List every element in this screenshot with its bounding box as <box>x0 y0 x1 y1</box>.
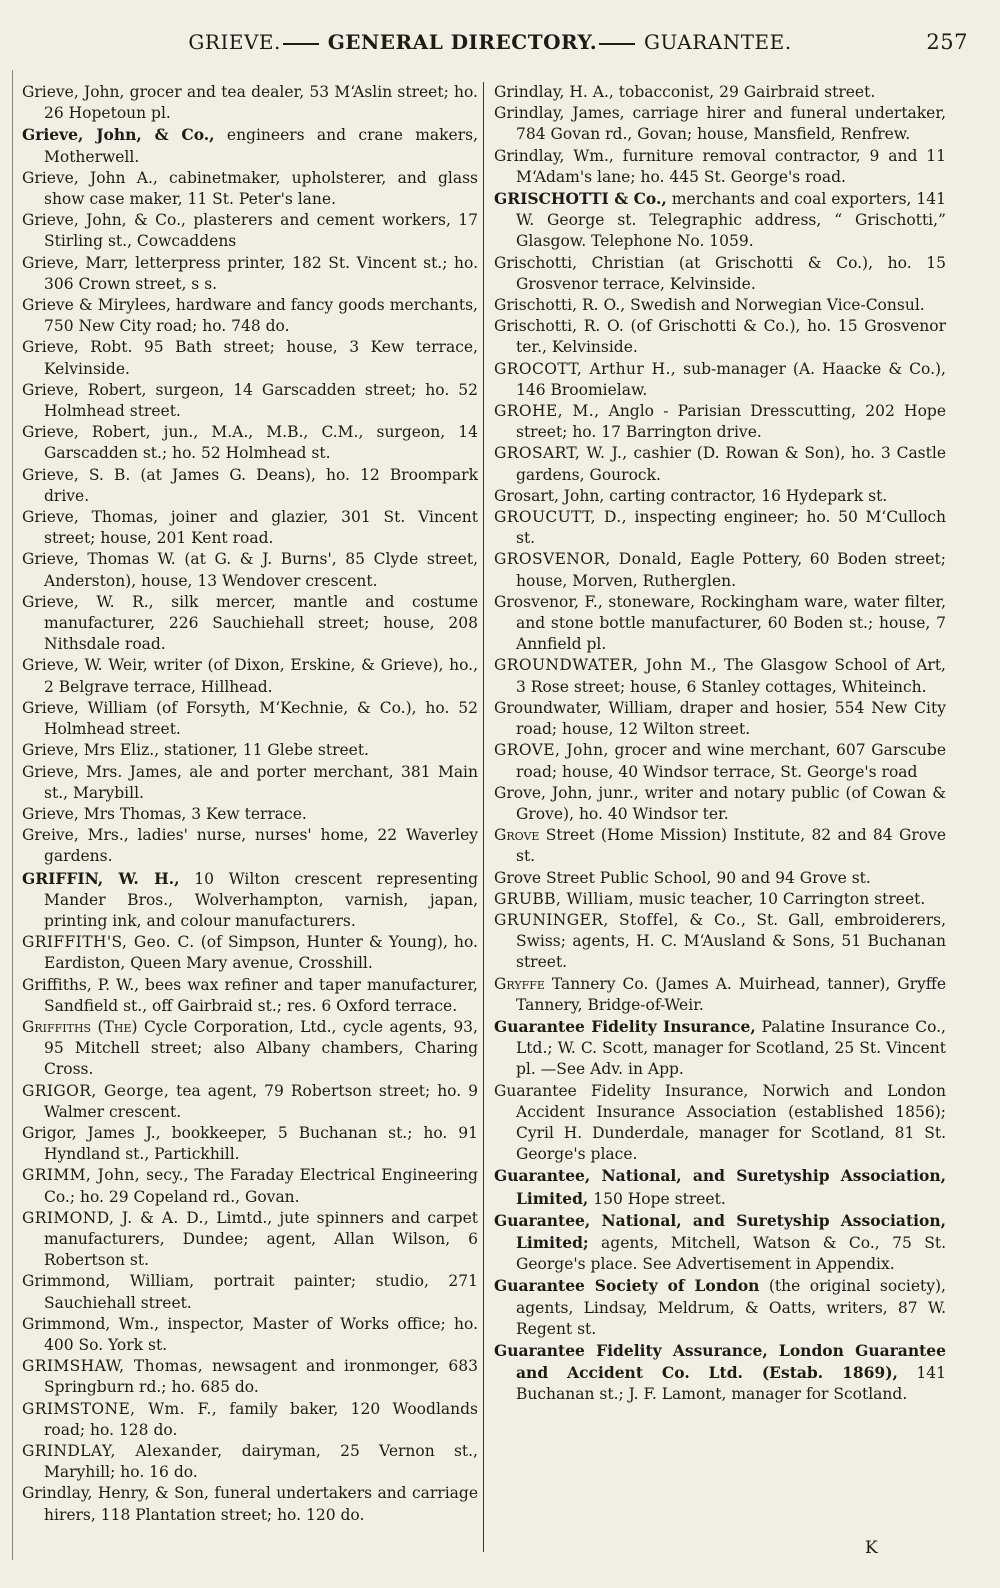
entry-name: GRIMM, John, <box>22 1166 141 1185</box>
entry-name: Grieve, John, & Co., <box>22 211 186 230</box>
right-column <box>494 82 946 1406</box>
directory-entry <box>494 443 946 485</box>
entry-details: cabinetmaker, upholsterer, and glass show case maker, 11 St. Peter's lane. <box>44 168 478 209</box>
entry-name: Grimmond, Wm., <box>22 1314 160 1333</box>
directory-entry <box>494 974 946 1016</box>
entry-details: 10 Wilton crescent representing Mander Bros., Wolverhampton, varnish, japan, printing ink, and colour manufacturers. <box>44 869 478 930</box>
entry-details: (at G. & J. Burns', 85 Clyde street, Anderston), house, 13 Wendover crescent. <box>44 550 478 590</box>
directory-entry <box>494 698 946 740</box>
entry-details: 3 Kew terrace. <box>186 804 307 823</box>
header-right-word: GUARANTEE. <box>644 30 792 54</box>
entry-name: Grieve, W. R., <box>22 592 154 611</box>
running-header <box>20 30 968 66</box>
entry-details: ladies' nurse, nurses' home, 22 Waverley gardens. <box>44 826 478 866</box>
entry-details: (of Grischotti & Co.), ho. 15 Grosvenor ter., Kelvinside. <box>516 317 946 357</box>
binding-margin-line <box>12 70 13 1560</box>
directory-entry <box>22 1081 478 1123</box>
entry-name: Grischotti, R. O., <box>494 296 626 315</box>
entry-details: ale and porter merchant, 381 Main st., Marybill. <box>44 762 479 802</box>
entry-name: GROHE, M., <box>494 402 600 421</box>
entry-name: Guarantee Society of London <box>494 1276 760 1296</box>
entry-name: Grimmond, William, <box>22 1272 195 1291</box>
directory-entry <box>22 698 478 740</box>
entry-name: Grove <box>494 826 540 845</box>
entry-details: inspector, Master of Works office; ho. 400 So. York st. <box>44 1314 479 1354</box>
entry-name: GROUCUTT, D., <box>494 508 627 527</box>
directory-entry <box>494 253 946 295</box>
entry-details: dairyman, 25 Vernon st., Maryhill; ho. 16 do. <box>44 1442 478 1482</box>
entry-name: Grieve, Marr, <box>22 253 129 272</box>
entry-details: portrait painter; studio, 271 Sauchiehall street. <box>44 1272 478 1312</box>
entry-details: merchants and coal exporters, 141 W. George st. Telegraphic address, “ Grischotti,” Glasgow. Telephone No. 1059. <box>516 190 946 251</box>
entry-name: GROCOTT, Arthur H., <box>494 359 677 378</box>
directory-entry <box>494 910 946 974</box>
directory-entry <box>494 401 946 443</box>
header-dash <box>283 43 319 45</box>
directory-entry <box>22 507 478 549</box>
entry-name: Grieve, John A., <box>22 168 158 187</box>
entry-name: GRIMSHAW, Thomas, <box>22 1357 204 1376</box>
entry-details: plasterers and cement workers, 17 Stirling st., Cowcaddens <box>44 211 478 251</box>
entry-details: tobacconist, 29 Gairbraid street. <box>613 83 876 101</box>
directory-entry <box>494 825 946 867</box>
directory-entry <box>494 549 946 591</box>
entry-details: The Glasgow School of Art, 3 Rose street; house, 6 Stanley cottages, Whiteinch. <box>516 656 946 696</box>
directory-entry <box>494 1016 946 1081</box>
directory-entry <box>22 1165 478 1207</box>
directory-entry <box>494 507 946 549</box>
directory-entry <box>494 359 946 401</box>
directory-entry <box>494 103 946 145</box>
entry-details: agents, Mitchell, Watson & Co., 75 St. George's place. See Advertisement in Appendix. <box>516 1233 946 1274</box>
entry-name: Guarantee Fidelity Assurance, London Guarantee and Accident Co. Ltd. (Estab. 1869), <box>494 1340 946 1383</box>
directory-entry <box>494 82 946 103</box>
directory-entry <box>22 253 478 295</box>
directory-entry <box>494 316 946 358</box>
signature-mark: K <box>865 1538 878 1558</box>
entry-name: GRUBB, William, <box>494 889 635 908</box>
directory-entry <box>494 783 946 825</box>
directory-entry <box>22 1017 478 1081</box>
directory-entry <box>22 1271 478 1313</box>
entry-details: 150 Hope street. <box>588 1189 726 1208</box>
entry-details: hardware and fancy goods merchants, 750 New City road; ho. 748 do. <box>44 296 478 336</box>
directory-entry <box>22 380 478 422</box>
entry-name: Grischotti, Christian <box>494 253 665 272</box>
entry-name: GRUNINGER, Stoffel, & Co., <box>494 910 747 929</box>
entry-details: bookkeeper, 5 Buchanan st.; ho. 91 Hyndland st., Partickhill. <box>44 1123 478 1164</box>
entry-name: Grigor, James J., <box>22 1123 161 1142</box>
directory-entry <box>494 655 946 697</box>
entry-details: Anglo - Parisian Dresscutting, 202 Hope street; ho. 17 Barrington drive. <box>516 402 946 442</box>
entry-details: Eagle Pottery, 60 Boden street; house, Morven, Rutherglen. <box>516 550 947 590</box>
entry-name: GROUNDWATER, John M., <box>494 656 718 675</box>
entry-details: M.A., M.B., C.M., surgeon, 14 Garscadden st.; ho. 52 Holmhead st. <box>44 423 479 463</box>
entry-name: Gryffe <box>494 974 545 993</box>
entry-name: GRIMSTONE, Wm. F., <box>22 1399 218 1418</box>
directory-entry <box>494 295 946 316</box>
directory-entry <box>22 932 478 974</box>
entry-name: Grove Street Public School, <box>494 868 712 887</box>
entry-name: Groundwater, William, <box>494 698 673 717</box>
left-column <box>22 82 478 1526</box>
directory-entry <box>494 740 946 782</box>
entry-name: Grieve, Mrs Thomas, <box>22 804 187 823</box>
entry-details: writer and notary public (of Cowan & Grove), ho. 40 Windsor ter. <box>516 783 946 823</box>
entry-name: Grosart, John, <box>494 486 605 505</box>
directory-entry <box>494 1275 946 1340</box>
entry-details: Swedish and Norwegian Vice-Consul. <box>625 296 925 315</box>
entry-details: grocer and tea dealer, 53 M‘Aslin street; ho. 26 Hopetoun pl. <box>44 83 478 123</box>
directory-entry <box>494 889 946 910</box>
entry-details: sub-manager (A. Haacke & Co.), 146 Broomielaw. <box>516 359 946 399</box>
entry-name: Grieve, Mrs Eliz., <box>22 741 160 760</box>
entry-name: Grieve, Robt. <box>22 338 133 357</box>
entry-name: Grindlay, Wm., <box>494 146 614 165</box>
directory-entry <box>22 168 478 210</box>
entry-details: draper and hosier, 554 New City road; house, 12 Wilton street. <box>516 698 946 739</box>
directory-entry <box>22 825 478 867</box>
entry-name: Grieve, Thomas W. <box>22 550 176 569</box>
entry-name: GROVE, John, <box>494 741 609 760</box>
entry-details: inspecting engineer; ho. 50 M‘Culloch st. <box>516 508 946 548</box>
entry-name: Guarantee, National, and Suretyship Association, Limited, <box>494 1166 946 1208</box>
directory-entry <box>494 1165 946 1209</box>
directory-entry <box>494 146 946 188</box>
entry-name: Griffiths, P. W., <box>22 975 140 994</box>
directory-entry <box>22 655 478 697</box>
directory-entry <box>22 465 478 507</box>
entry-details: silk mercer, mantle and costume manufacturer, 226 Sauchiehall street; house, 208 Nithsdale road. <box>44 592 478 654</box>
entry-name: GRIFFITH'S, Geo. C. <box>22 933 195 952</box>
directory-entry <box>22 740 478 761</box>
directory-entry <box>22 1123 478 1165</box>
entry-details: letterpress printer, 182 St. Vincent st.; ho. 306 Crown street, s s. <box>44 253 478 293</box>
directory-entry <box>22 1483 478 1525</box>
entry-name: GRISCHOTTI & Co., <box>494 189 667 209</box>
entry-name: Guarantee Fidelity Insurance, <box>494 1016 756 1036</box>
entry-details: (at Grischotti & Co.), ho. 15 Grosvenor terrace, Kelvinside. <box>516 253 946 293</box>
entry-details: Tannery Co. (James A. Muirhead, tanner), Gryffe Tannery, Bridge-of-Weir. <box>516 974 946 1014</box>
entry-name: Griffiths (The) <box>22 1017 138 1036</box>
entry-name: Guarantee, National, and Suretyship Association, Limited; <box>494 1210 946 1252</box>
directory-entry <box>22 975 478 1017</box>
entry-details: Street (Home Mission) Institute, 82 and 84 Grove st. <box>516 826 946 866</box>
directory-entry <box>22 337 478 379</box>
directory-entry <box>22 422 478 464</box>
directory-entry <box>494 486 946 507</box>
entry-details: secy., The Faraday Electrical Engineering Co.; ho. 29 Copeland rd., Govan. <box>44 1166 478 1206</box>
entry-details: newsagent and ironmonger, 683 Springburn rd.; ho. 685 do. <box>44 1357 478 1397</box>
entry-name: Grieve, John, & Co., <box>22 125 215 145</box>
entry-name: Grieve, S. B. <box>22 465 131 484</box>
header-dash <box>599 43 635 45</box>
entry-details: carriage hirer and funeral undertaker, 784 Govan rd., Govan; house, Mansfield, Renfrew. <box>516 104 946 144</box>
entry-name: Grieve, Robert, jun., <box>22 423 199 442</box>
entry-details: joiner and glazier, 301 St. Vincent street; house, 201 Kent road. <box>44 508 479 548</box>
entry-name: Grindlay, H. A., <box>494 83 614 101</box>
directory-entry <box>22 868 478 933</box>
entry-name: Guarantee Fidelity Insurance, <box>494 1081 749 1100</box>
entry-name: Grieve, Mrs. James, <box>22 762 182 781</box>
directory-entry <box>22 1356 478 1398</box>
directory-entry <box>22 762 478 804</box>
entry-details: Cycle Corporation, Ltd., cycle agents, 93, 95 Mitchell street; also Albany chambers, Charing Cross. <box>44 1017 478 1079</box>
directory-entry <box>494 868 946 889</box>
entry-details: 95 Bath street; house, 3 Kew terrace, Kelvinside. <box>44 338 478 378</box>
entry-details: family baker, 120 Woodlands road; ho. 128 do. <box>44 1399 478 1439</box>
directory-entry <box>22 295 478 337</box>
directory-entry <box>494 1210 946 1276</box>
entry-details: music teacher, 10 Carrington street. <box>634 889 926 908</box>
entry-name: Grindlay, James, <box>494 104 625 123</box>
entry-name: Grischotti, R. O. <box>494 317 624 336</box>
entry-name: Greive, Mrs., <box>22 826 129 845</box>
entry-name: Grindlay, Henry, & Son, <box>22 1484 209 1503</box>
directory-entry <box>22 210 478 252</box>
entry-name: GRIGOR, George, <box>22 1081 170 1100</box>
entry-details: St. Gall, embroiderers, Swiss; agents, H. C. M‘Ausland & Sons, 51 Buchanan street. <box>516 910 947 972</box>
entry-details: (at James G. Deans), ho. 12 Broompark drive. <box>44 465 478 505</box>
column-divider <box>483 82 484 1552</box>
entry-name: Grieve, William <box>22 698 148 717</box>
entry-name: Grieve, W. Weir, <box>22 656 148 675</box>
entry-name: Grieve, John, <box>22 83 125 101</box>
entry-details: tea agent, 79 Robertson street; ho. 9 Walmer crescent. <box>44 1081 478 1121</box>
entry-details: carting contractor, 16 Hydepark st. <box>604 486 888 505</box>
entry-details: Limtd., jute spinners and carpet manufacturers, Dundee; agent, Allan Wilson, 6 Robertson st. <box>44 1208 478 1270</box>
entry-details: writer (of Dixon, Erskine, & Grieve), ho., 2 Belgrave terrace, Hillhead. <box>44 656 479 696</box>
entry-name: GRIFFIN, W. H., <box>22 868 180 888</box>
entry-name: Grosvenor, F., <box>494 592 603 611</box>
entry-details: furniture removal contractor, 9 and 11 M‘Adam's lane; ho. 445 St. George's road. <box>516 146 946 186</box>
directory-entry <box>22 82 478 124</box>
entry-details: Norwich and London Accident Insurance Association (established 1856); Cyril H. Dunderdale, manager for Scotland, 81 St. George's place. <box>516 1081 946 1164</box>
directory-entry <box>22 1208 478 1272</box>
entry-details: 90 and 94 Grove st. <box>711 868 871 887</box>
directory-entry <box>494 592 946 656</box>
entry-name: GROSART, W. J., <box>494 444 628 463</box>
entry-details: Palatine Insurance Co., Ltd.; W. C. Scott, manager for Scotland, 25 St. Vincent pl. —See Adv. in App. <box>516 1017 946 1079</box>
directory-entry <box>22 124 478 167</box>
directory-entry <box>22 804 478 825</box>
directory-entry <box>494 1081 946 1166</box>
entry-name: Grieve, Thomas, <box>22 508 159 527</box>
entry-name: GROSVENOR, Donald, <box>494 550 683 569</box>
directory-entry <box>22 549 478 591</box>
entry-details: (of Simpson, Hunter & Young), ho. Eardiston, Queen Mary avenue, Crosshill. <box>44 933 478 973</box>
entry-details: bees wax refiner and taper manufacturer, Sandfield st., off Gairbraid st.; res. 6 Oxford terrace. <box>44 975 478 1015</box>
entry-details: engineers and crane makers, Motherwell. <box>44 126 478 166</box>
entry-details: 141 Buchanan st.; J. F. Lamont, manager for Scotland. <box>516 1364 946 1404</box>
entry-name: Grieve & Mirylees, <box>22 296 171 315</box>
entry-name: GRINDLAY, Alexander, <box>22 1442 223 1460</box>
entry-name: GRIMOND, J. & A. D., <box>22 1208 210 1227</box>
page-number: 257 <box>926 30 968 54</box>
directory-entry <box>22 1399 478 1441</box>
directory-entry <box>494 1340 946 1406</box>
entry-details: stoneware, Rockingham ware, water filter, and stone bottle manufacturer, 60 Boden st.; house, 7 Annfield pl. <box>516 592 947 654</box>
entry-details: grocer and wine merchant, 607 Garscube road; house, 40 Windsor terrace, St. George's road <box>516 741 946 781</box>
entry-details: stationer, 11 Glebe street. <box>159 741 369 760</box>
entry-details: (the original society), agents, Lindsay, Meldrum, & Oatts, writers, 87 W. Regent st. <box>516 1277 946 1338</box>
directory-entry <box>494 188 946 253</box>
entry-name: Grieve, Robert, <box>22 380 147 399</box>
header-left-word: GRIEVE. <box>188 30 281 54</box>
entry-details: surgeon, 14 Garscadden street; ho. 52 Holmhead street. <box>44 380 478 421</box>
directory-entry <box>22 592 478 656</box>
entry-details: cashier (D. Rowan & Son), ho. 3 Castle gardens, Gourock. <box>516 444 946 484</box>
entry-name: Grove, John, junr., <box>494 783 639 802</box>
header-title: GENERAL DIRECTORY. <box>327 30 598 54</box>
entry-details: (of Forsyth, M‘Kechnie, & Co.), ho. 52 Holmhead street. <box>44 698 479 739</box>
entry-details: funeral undertakers and carriage hirers, 118 Plantation street; ho. 120 do. <box>44 1484 478 1524</box>
directory-entry <box>22 1441 478 1483</box>
directory-entry <box>22 1314 478 1356</box>
